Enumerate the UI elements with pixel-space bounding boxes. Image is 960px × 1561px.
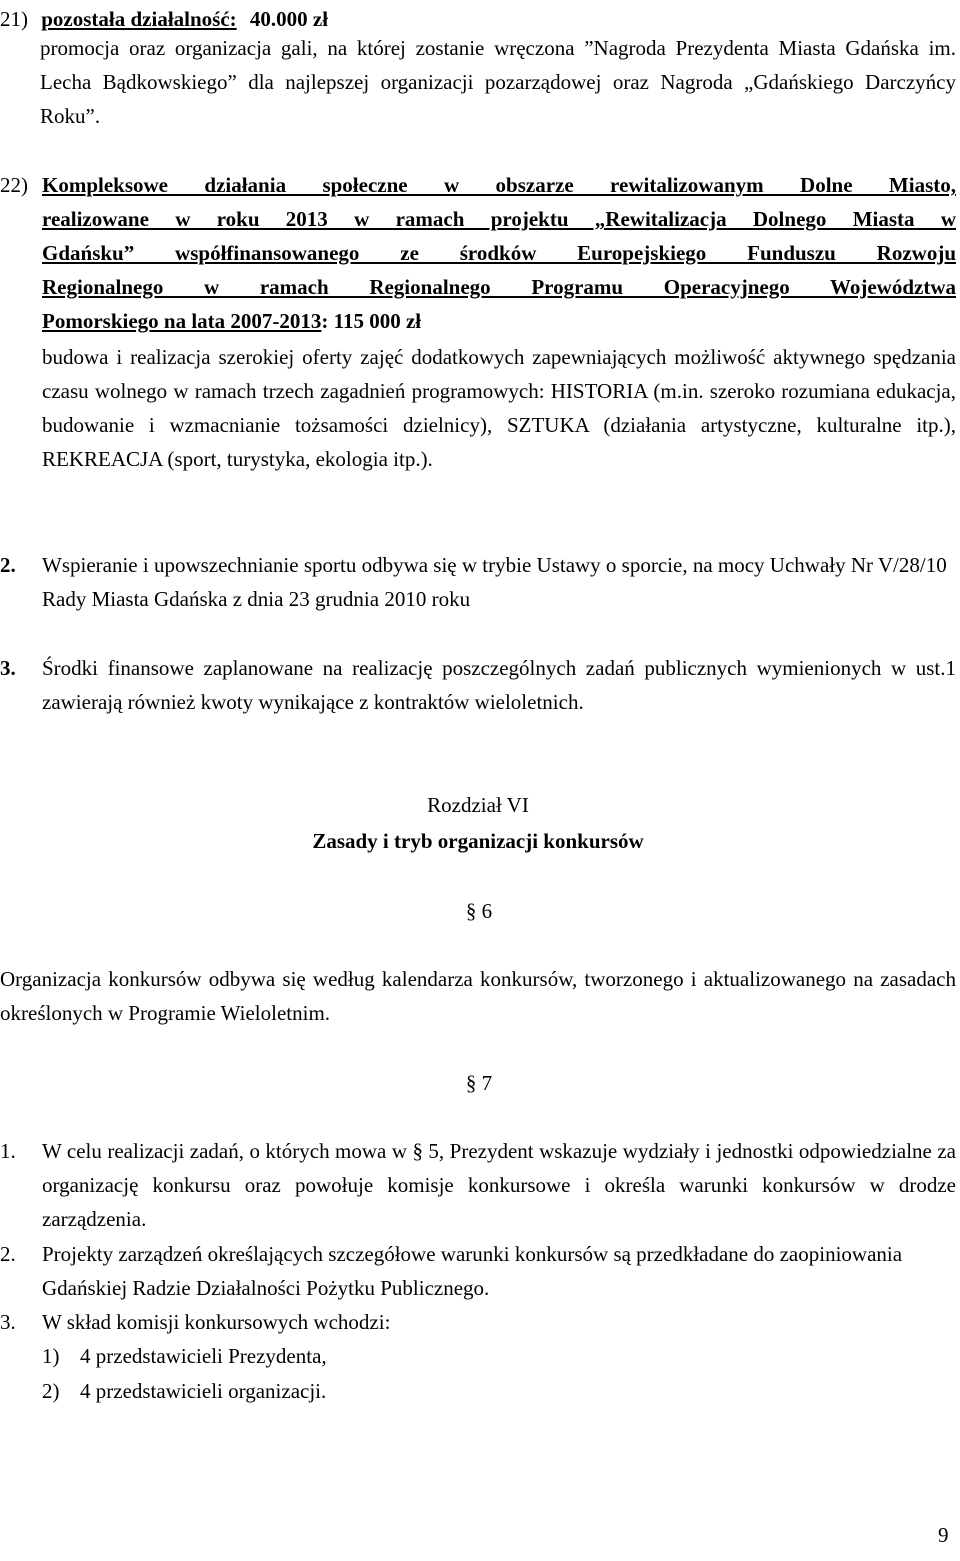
item-21-body: promocja oraz organizacja gali, na której zostanie wręczona ”Nagroda Prezydenta Miasta Gdańska im. Lecha Bądkowskiego” dla najlepszej organizacji pozarządowej oraz Nagroda „Gdańskiego Darczyńcy Roku”. xyxy=(40,36,956,128)
sublist-item-number: 2) xyxy=(42,1379,60,1403)
sublist-item: 4 przedstawicieli Prezydenta, xyxy=(80,1344,327,1368)
item-21-number: 21) xyxy=(0,7,28,31)
list-item-number: 1. xyxy=(0,1139,16,1163)
item-21-amount: 40.000 zł xyxy=(249,7,329,31)
list-item-number: 2. xyxy=(0,1242,16,1266)
item-22-title-end: Pomorskiego na lata 2007-2013 xyxy=(42,309,322,333)
item-21-title: pozostała działalność: xyxy=(41,7,237,31)
point-2-number: 2. xyxy=(0,553,16,577)
item-22-body: budowa i realizacja szerokiej oferty zajęć dodatkowych zapewniających możliwość aktywnego spędzania czasu wolnego w ramach trzech zagadnień programowych: HISTORIA (m.in. szeroko rozumiana edukacja, budowanie i wzmacnianie tożsamości dzielnicy), SZTUKA (działania artystyczne, kulturalne itp.), REKREACJA (sport, turystyka, ekologia itp.). xyxy=(42,345,956,471)
chapter-label: Rozdział VI xyxy=(427,793,529,817)
list-item: W celu realizacji zadań, o których mowa w § 5, Prezydent wskazuje wydziały i jednostki odpowiedzialne za organizację konkursu oraz powołuje komisje konkursowe i określa warunki konkursów w drodze zarządzenia. xyxy=(42,1139,956,1231)
chapter-title: Zasady i tryb organizacji konkursów xyxy=(312,829,644,853)
item-22-number: 22) xyxy=(0,173,28,197)
paragraph-6-sign: § 6 xyxy=(465,899,493,923)
sublist-item: 4 przedstawicieli organizacji. xyxy=(80,1379,327,1403)
item-22-title-line: Gdańsku” współfinansowanego ze środków Europejskiego Funduszu Rozwoju xyxy=(42,241,956,265)
point-3-number: 3. xyxy=(0,656,16,680)
paragraph-7-sign: § 7 xyxy=(465,1071,493,1095)
point-2-text: Wspieranie i upowszechnianie sportu odbywa się w trybie Ustawy o sporcie, na mocy Uchwały Nr V/28/10 Rady Miasta Gdańska z dnia 23 grudnia 2010 roku xyxy=(42,553,947,611)
item-22-title-line: Kompleksowe działania społeczne w obszarze rewitalizowanym Dolne Miasto, xyxy=(42,173,956,197)
list-item: W skład komisji konkursowych wchodzi: xyxy=(42,1310,391,1334)
item-22-title xyxy=(42,168,956,304)
list-item-number: 3. xyxy=(0,1310,16,1334)
list-item: Projekty zarządzeń określających szczegółowe warunki konkursów są przedkładane do zaopiniowania Gdańskiej Radzie Działalności Pożytku Publicznego. xyxy=(42,1242,903,1300)
item-22-title-line: realizowane w roku 2013 w ramach projektu „Rewitalizacja Dolnego Miasta w xyxy=(42,207,956,231)
item-22-title-last xyxy=(42,304,421,338)
paragraph-6-text: Organizacja konkursów odbywa się według kalendarza konkursów, tworzonego i aktualizowanego na zasadach określonych w Programie Wieloletnim. xyxy=(0,967,956,1025)
item-22-title-line: Regionalnego w ramach Regionalnego Programu Operacyjnego Województwa xyxy=(42,275,956,299)
page-number: 9 xyxy=(938,1523,949,1547)
sublist-item-number: 1) xyxy=(42,1344,60,1368)
point-3-text: Środki finansowe zaplanowane na realizację poszczególnych zadań publicznych wymienionych w ust.1 zawierają również kwoty wynikające z kontraktów wieloletnich. xyxy=(42,656,956,714)
item-22-amount: : 115 000 zł xyxy=(321,309,422,333)
